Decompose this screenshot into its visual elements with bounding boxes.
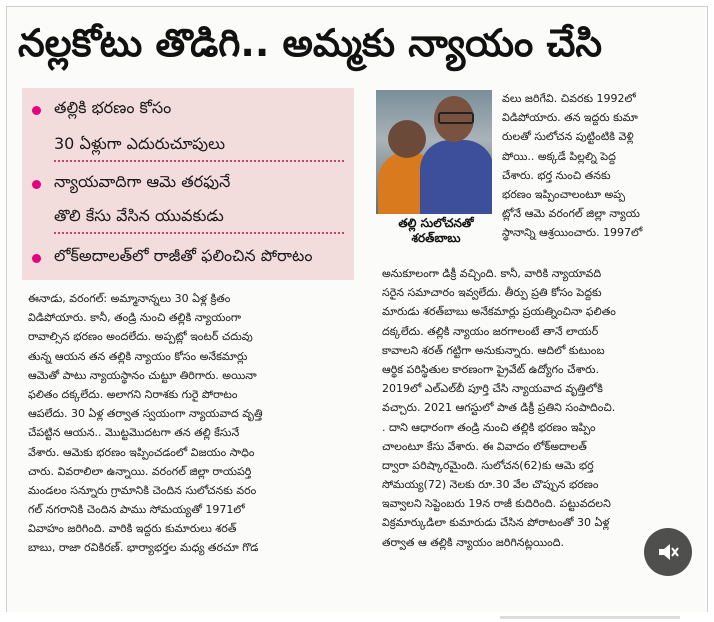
body-line: చేశారు. భర్త నుంచి తనకు: [502, 168, 611, 182]
highlight-line: లోక్‌అదాలత్‌లో రాజీతో ఫలించిన పోరాటం: [54, 246, 313, 265]
body-line: మండలం సన్నూరు గ్రామానికి చెందిన సులోచనకు వరం: [28, 483, 257, 497]
highlight-line: 30 ఏళ్లుగా ఎదురుచూపులు: [54, 134, 226, 153]
body-line: గల్ నగరానికి చెందిన పాము సోమయ్యతో 1971లో: [28, 503, 245, 517]
body-line: ట్లోనే ఆమె వరంగల్ జిల్లా న్యాయ: [502, 207, 640, 221]
unmute-button[interactable]: [644, 528, 692, 576]
body-line: అనుకూలంగా డిక్రీ వచ్చింది. కానీ, వారికి న్యాయావది: [382, 267, 602, 280]
body-line: . దాని ఆధారంగా తండ్రి నుంచి తల్లికి భరణం ఇప్పిం: [382, 420, 596, 434]
body-line: రులతో సులోచన పుట్టింటికి వెళ్లి: [502, 130, 634, 144]
photo-caption: [386, 216, 486, 246]
headline: నల్లకోటు తొడిగి.. అమ్మకు న్యాయం చేసి: [18, 21, 603, 65]
body-line: ఫలితం దక్కలేదు. అలాగని నిరాశకు గురై పోరాటం: [28, 387, 238, 401]
bullet-icon: [32, 180, 41, 189]
body-line: భరణం ఇప్పించాలంటూ అప్ప: [502, 187, 626, 201]
body-line: ఆపలేదు. 30 ఏళ్ల తర్వాత స్వయంగా న్యాయవాద వృత్తి: [28, 407, 263, 421]
body-line: 2019లో ఎల్‌ఎల్‌బీ పూర్తి చేసి న్యాయవాద వృత్తిలోకి: [382, 382, 603, 396]
body-line: పోయి.. అక్కడే పిల్లల్ని పెద్ద: [502, 149, 616, 163]
body-line: ఆమెతో పాటు న్యాయస్థానం చుట్టూ తిరిగారు. అయినా: [28, 368, 257, 382]
body-line: కావాలని శరత్ గట్టిగా అనుకున్నారు. ఆదిలో కుటుంబ: [382, 343, 605, 357]
body-column-right-top: [502, 89, 708, 243]
body-line: ద్వారా పరిష్కారమైంది. సులోచన(62)కు ఆమె భర్త: [382, 458, 594, 472]
body-line: తున్న ఆయన తన తల్లికి న్యాయం కోసం అనేకమార్లు: [28, 349, 248, 363]
highlight-line: తొలి కేసు వేసిన యువకుడు: [54, 206, 224, 225]
body-line: విడిపోయారు. కానీ, తండ్రి నుంచి తల్లికి న్యాయంగా: [28, 311, 242, 325]
body-line: వలు జరిగేవి. చివరకు 1992లో: [502, 92, 636, 105]
body-line: దక్కలేదు. తల్లికి న్యాయం జరగాలంటే తానే లాయర్: [382, 324, 599, 338]
body-line: వచ్చారు. 2021 ఆగస్టులో పాత డిక్రీ ప్రతిని సంపాదించి.: [382, 401, 616, 415]
body-line: చాలంటూ కేసు వేశారు. ఈ వివాదం లోక్‌అదాలత్: [382, 439, 587, 453]
caption-line: శరత్‌బాబు: [411, 231, 461, 245]
body-line: విడిపోయారు. తన ఇద్దరు కుమా: [502, 111, 638, 125]
body-column-right-bottom: [382, 264, 708, 552]
body-line: ఆర్థిక పరిస్థితుల కారణంగా ప్రైవేట్ ఉద్యోగం చేశారు.: [382, 362, 599, 376]
body-line: బాబు, రాజా రవికిరణ్. భార్యాభర్తల మధ్య తరచూ గొడ: [28, 541, 259, 555]
mother-son-photo: [376, 90, 492, 214]
body-line: మారుడు శరత్‌బాబు అనేకమార్లు ప్రయత్నించినా ఫలితం: [382, 305, 616, 319]
highlights-box: [22, 88, 354, 280]
body-line: స్థానాన్ని ఆశ్రయించారు. 1997లో: [502, 226, 643, 240]
body-line: ఈనాడు, వరంగల్: అమ్మానాన్నలు 30 ఏళ్ల క్రితం: [28, 292, 231, 305]
divider: [54, 232, 344, 234]
highlight-line: తల్లికి భరణం కోసం: [54, 98, 172, 117]
bullet-icon: [32, 106, 41, 115]
speaker-muted-icon: [655, 539, 681, 565]
caption-line: తల్లి సులోచనతో: [398, 216, 474, 230]
body-column-left: [28, 289, 368, 558]
body-line: వేశారు. ఆమెకు భరణం ఇప్పించడంలో విజయం సాధిం: [28, 445, 255, 459]
body-line: వివాహం జరిగింది. వారికి ఇద్దరు కుమారులు శరత్: [28, 522, 237, 536]
body-line: విక్రమార్కుడిలా కుమారుడు చేసిన పోరాటంతో 30 ఏళ్ల: [382, 516, 610, 530]
highlight-line: న్యాయవాదిగా ఆమె తరఫునే: [54, 172, 231, 191]
body-line: ఇవ్వాలని సెప్టెంబరు 19న రాజీ కుదిరింది. పట్టువదలని: [382, 497, 611, 511]
body-line: చారు. వివరాలిలా ఉన్నాయి. వరంగల్ జిల్లా రాయపర్తి: [28, 464, 252, 478]
divider: [54, 160, 344, 162]
body-line: సరైన సమాచారం ఇవ్వలేదు. తీర్పు ప్రతి కోసం పెద్దకు: [382, 286, 602, 300]
progress-track: [500, 616, 680, 619]
body-line: తర్వాత ఆ తల్లికి న్యాయం జరిగినట్లయింది.: [382, 535, 564, 549]
body-line: రావాల్సిన భరణం అందలేదు. అప్పట్లో ఇంటర్ చదువు: [28, 330, 253, 344]
body-line: చేపట్టిన ఆయన.. మొట్టమొదటగా తన తల్లి కేసునే: [28, 426, 240, 440]
bullet-icon: [32, 254, 41, 263]
body-line: సోమయ్య(72) నెలకు రూ.30 వేల చొప్పున భరణం: [382, 478, 599, 492]
